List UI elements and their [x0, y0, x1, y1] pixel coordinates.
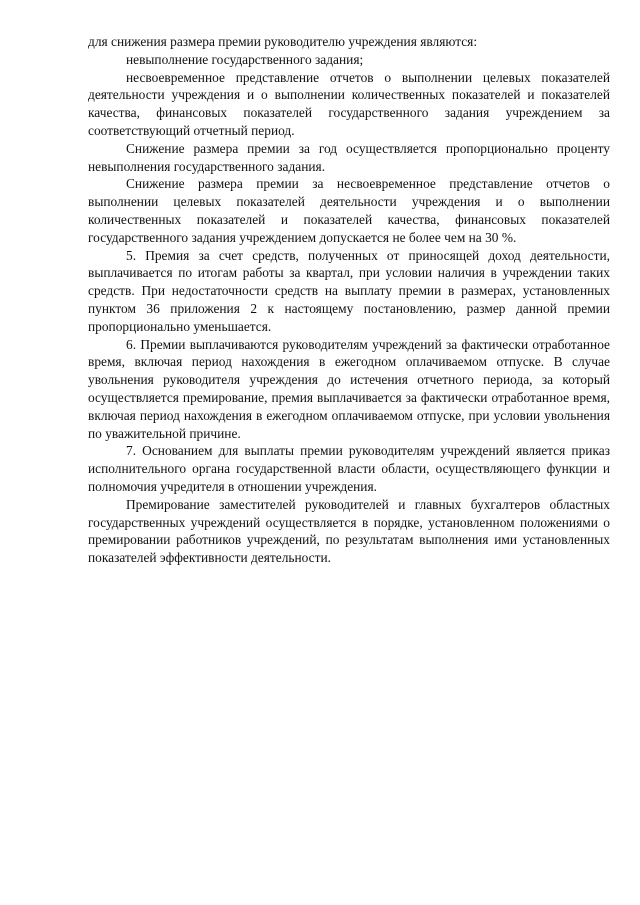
paragraph-section-7: 7. Основанием для выплаты премии руководителям учреждений является приказ исполнительного органа государственной власти области, осуществляющего функции и полномочия учредителя в отношении учреждения.: [88, 443, 610, 494]
paragraph-item-task-failure: невыполнение государственного задания;: [126, 51, 364, 67]
paragraph-section-6: 6. Премии выплачиваются руководителям учреждений за фактически отработанное время, включая период нахождения в ежегодном оплачиваемом отпуске. В случае увольнения руководителя учреждения до истечения отчетного периода, за который осуществляется премирование, премия выплачивается за фактически отработанное время, включая период нахождения в ежегодном оплачиваемом отпуске, при условии увольнения по уважительной причине.: [88, 336, 610, 441]
paragraph-item-late-reports: несвоевременное представление отчетов о выполнении целевых показателей деятельности учреждения и о выполнении количественных показателей и показателей качества, финансовых показателей государственного задания учреждением за соответствующий отчетный период.: [88, 69, 610, 138]
paragraph-deputies-bonus: Премирование заместителей руководителей и главных бухгалтеров областных государственных учреждений осуществляется в порядке, установленном положениями о премировании работников учреждений, по результатам выполнения ими установленных показателей эффективности деятельности.: [88, 496, 610, 566]
document-page: [88, 33, 610, 567]
paragraph-late-report-reduction: Снижение размера премии за несвоевременное представление отчетов о выполнении целевых показателей деятельности учреждения и о выполнении количественных показателей и показателей качества, финансовых показателей государственного задания учреждением допускается не более чем на 30 %.: [88, 176, 610, 245]
paragraph-section-5: 5. Премия за счет средств, полученных от приносящей доход деятельности, выплачивается по итогам работы за квартал, при условии наличия в учреждении таких средств. При недостаточности средств на выплату премии в размерах, установленных пунктом 36 приложения 2 к настоящему постановлению, размер данной премии пропорционально уменьшается.: [88, 247, 610, 334]
paragraph-annual-reduction: Снижение размера премии за год осуществляется пропорционально проценту невыполнения государственного задания.: [88, 140, 610, 174]
paragraph-continuation: для снижения размера премии руководителю учреждения являются:: [88, 34, 478, 49]
